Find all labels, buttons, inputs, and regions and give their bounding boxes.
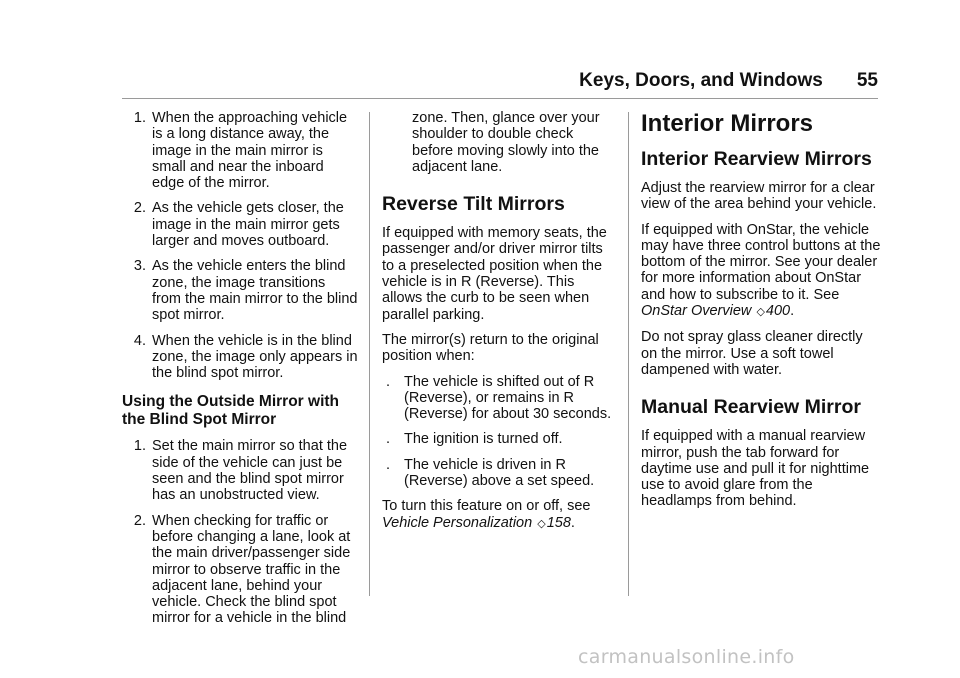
- bullet-item: . The vehicle is shifted out of R (Reverse), or remains in R (Reverse) for about 30 seconds.: [386, 373, 612, 423]
- page-reference-icon: ◇: [537, 517, 546, 530]
- paragraph: If equipped with a manual rearview mirror, push the tab forward for daytime use and pull it for nighttime use to avoid glare from the headlamps from behind.: [641, 428, 870, 510]
- column-divider-1: [369, 112, 370, 596]
- page-reference-icon: ◇: [756, 306, 765, 319]
- paragraph: If equipped with memory seats, the passenger and/or driver mirror tilts to a preselected position when the vehicle is in R (Reverse). This allows the curb to be seen when parallel parking.: [382, 225, 607, 323]
- paragraph-onstar: If equipped with OnStar, the vehicle may have three control buttons at the bottom of the mirror. See your dealer for more information about OnStar and how to subscribe to it. See OnStar Overview ◇400.: [641, 221, 881, 320]
- header-rule: [122, 98, 878, 99]
- page-header: [560, 70, 878, 92]
- section-title: Keys, Doors, and Windows: [579, 70, 823, 91]
- list-item: 1. Set the main mirror so that the side of the vehicle can just be seen and the blind spot mirror has an unobstructed view.: [133, 438, 348, 504]
- paragraph: Adjust the rearview mirror for a clear view of the area behind your vehicle.: [641, 180, 877, 213]
- paragraph-see-reference: To turn this feature on or off, see Vehicle Personalization ◇158.: [382, 498, 591, 531]
- list-item: 1. When the approaching vehicle is a long distance away, the image in the main mirror is small and near the inboard edge of the mirror.: [133, 110, 348, 192]
- heading-reverse-tilt-mirrors: Reverse Tilt Mirrors: [382, 193, 565, 216]
- paragraph: Do not spray glass cleaner directly on the mirror. Use a soft towel dampened with water.: [641, 329, 863, 378]
- xref-page-number[interactable]: 400: [765, 303, 791, 320]
- heading-manual-rearview-mirror: Manual Rearview Mirror: [641, 396, 861, 419]
- paragraph: The mirror(s) return to the original position when:: [382, 331, 599, 365]
- column-2: [382, 110, 618, 541]
- bullet-item: . The ignition is turned off.: [386, 431, 563, 448]
- list-item: 2. When checking for traffic or before changing a lane, look at the main driver/passenger side mirror to observe traffic in the adjacent lane, behind your vehicle. Check the blind spot mirror for a vehicle in the blind: [133, 512, 351, 627]
- xref-vehicle-personalization[interactable]: Vehicle Personalization: [382, 514, 533, 531]
- list-item: 4. When the vehicle is in the blind zone, the image only appears in the blind spot mirror.: [133, 332, 358, 382]
- xref-onstar-overview[interactable]: OnStar Overview: [641, 303, 752, 320]
- column-divider-2: [628, 112, 629, 596]
- page-number: 55: [856, 70, 878, 91]
- watermark-text: carmanualsonline.info: [578, 646, 795, 668]
- column-1: [122, 110, 358, 636]
- column-3: [641, 110, 881, 519]
- heading-using-outside-mirror: Using the Outside Mirror with the Blind Spot Mirror: [122, 393, 340, 429]
- list-item: 2. As the vehicle gets closer, the image in the main mirror gets larger and moves outboard.: [133, 200, 344, 250]
- heading-interior-mirrors: Interior Mirrors: [641, 110, 814, 137]
- heading-interior-rearview-mirrors: Interior Rearview Mirrors: [641, 148, 872, 170]
- list-item: 3. As the vehicle enters the blind zone, the image transitions from the main mirror to the blind spot mirror.: [133, 258, 358, 324]
- continued-text: zone. Then, glance over your shoulder to double check before moving slowly into the adjacent lane.: [412, 110, 600, 175]
- xref-page-number[interactable]: 158: [546, 514, 571, 531]
- bullet-item: . The vehicle is driven in R (Reverse) above a set speed.: [386, 456, 595, 490]
